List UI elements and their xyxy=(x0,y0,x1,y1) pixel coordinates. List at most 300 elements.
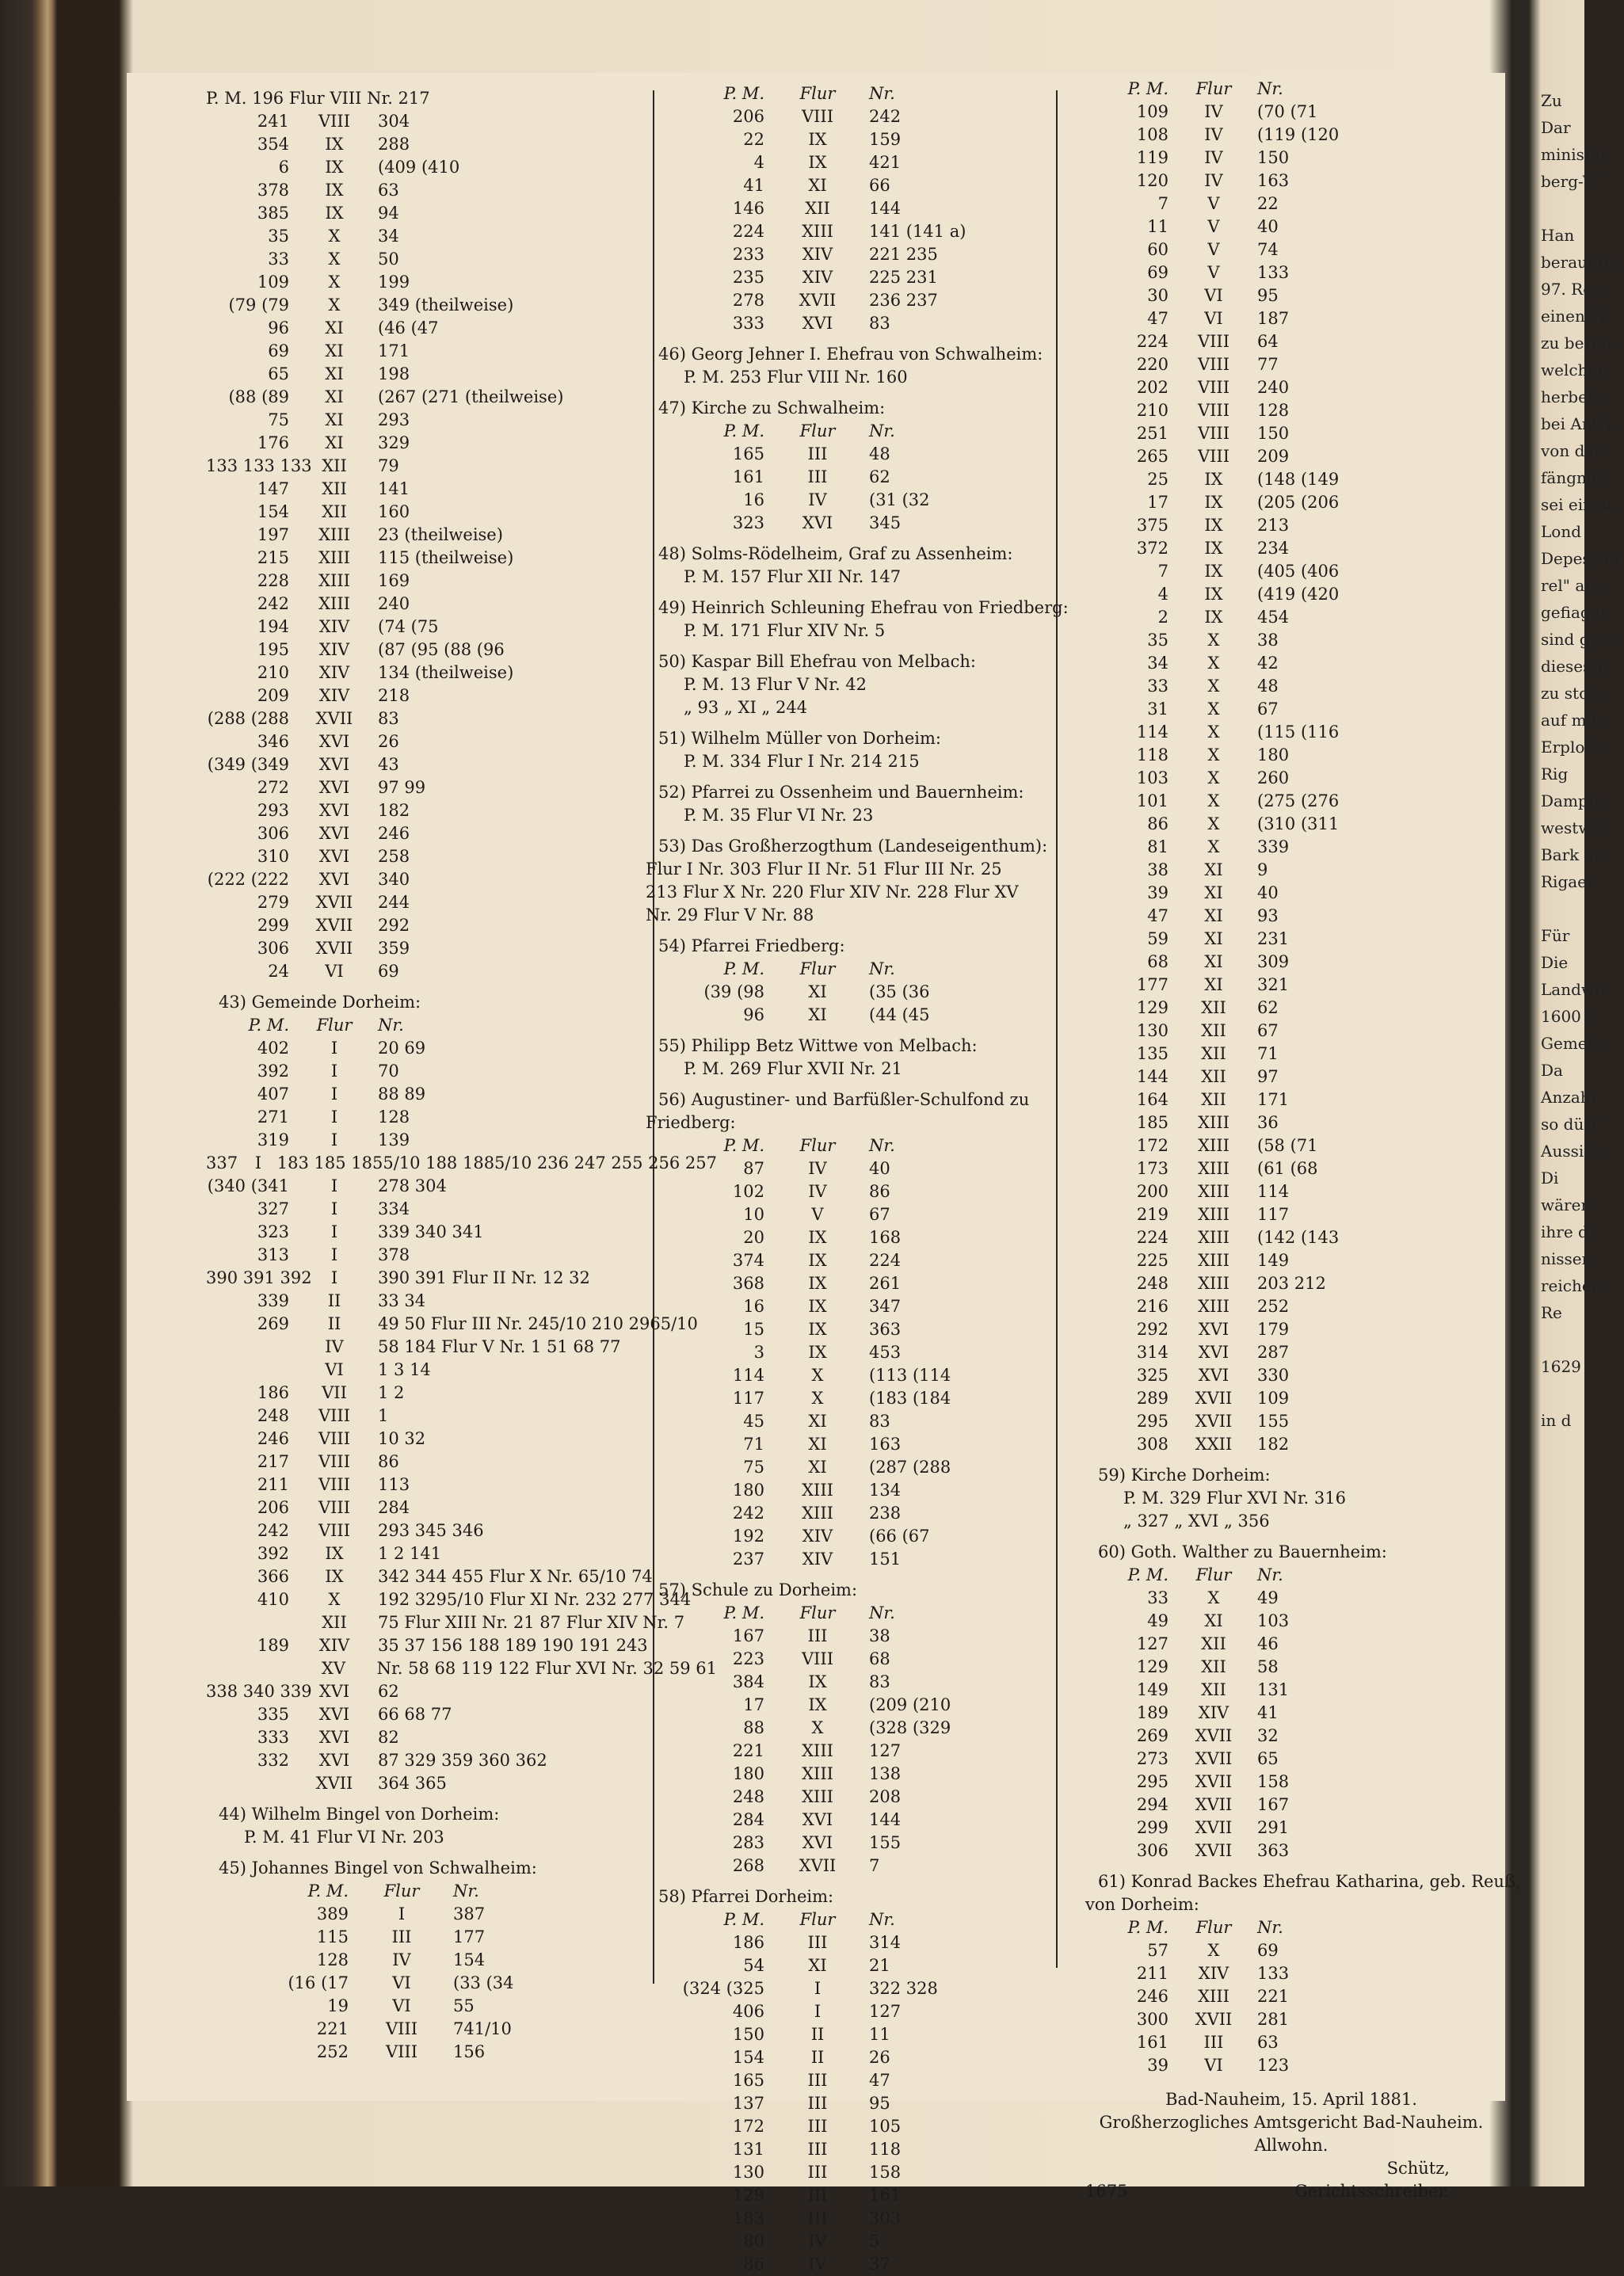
parcel-number: 221 xyxy=(1257,1987,1290,2006)
plan-number: 308 xyxy=(1136,1435,1168,1454)
plan-number: 402 xyxy=(257,1039,289,1058)
flur: XVI xyxy=(1198,1343,1229,1362)
table-row xyxy=(206,868,717,891)
table-header xyxy=(1085,78,1497,101)
flur: IX xyxy=(325,204,344,223)
table-row xyxy=(1085,491,1497,514)
parcel-number: 182 xyxy=(378,801,410,820)
plan-number: 60 xyxy=(1147,240,1168,259)
table-row xyxy=(206,2018,717,2041)
plan-number: P. M. xyxy=(1127,79,1168,98)
parcel-line: 213 Flur X Nr. 220 Flur XIV Nr. 228 Flur XV xyxy=(646,883,1019,902)
notice-number: 1675 xyxy=(1085,2182,1128,2201)
table-row xyxy=(206,1313,717,1336)
flur: X xyxy=(328,250,341,269)
parcel-number: 103 xyxy=(1257,1611,1290,1630)
plan-number: 34 xyxy=(1147,654,1168,673)
flur: XIII xyxy=(802,1481,833,1500)
flur: IX xyxy=(808,1320,827,1339)
parcel-number: (287 (288 xyxy=(869,1458,951,1477)
parcel-number: 1 2 141 xyxy=(378,1544,442,1563)
flur: XII xyxy=(805,199,830,218)
parcel-number: 1 2 xyxy=(378,1383,405,1402)
plan-number: 283 xyxy=(732,1833,764,1852)
plan-number: P. M. xyxy=(723,1603,764,1622)
section-heading: 49) Heinrich Schleuning Ehefrau von Friedberg: xyxy=(658,598,1069,617)
table-row xyxy=(1085,1410,1497,1433)
flur: III xyxy=(807,2209,828,2228)
flur: XVI xyxy=(318,1682,350,1701)
plan-number: 333 xyxy=(257,1728,289,1747)
parcel-number: 42 xyxy=(1257,654,1279,673)
flur: VIII xyxy=(318,1452,351,1471)
table-row xyxy=(206,363,717,386)
flur: XI xyxy=(1204,929,1223,948)
table-row xyxy=(206,616,717,639)
plan-number: (79 (79 xyxy=(228,295,289,315)
parcel-number: 161 xyxy=(869,2186,902,2205)
parcel-number: (405 (406 xyxy=(1257,562,1340,581)
plan-number: 131 xyxy=(732,2140,764,2159)
table-row xyxy=(1085,124,1497,147)
parcel-number: 7 xyxy=(869,1856,880,1875)
parcel-number: (66 (67 xyxy=(869,1527,930,1546)
plan-number: 314 xyxy=(1136,1343,1168,1362)
table-row xyxy=(1085,882,1497,905)
plan-number: 47 xyxy=(1147,906,1168,925)
flur: VI xyxy=(392,1973,411,1992)
plan-number: 219 xyxy=(1136,1205,1168,1224)
plan-number: 368 xyxy=(732,1274,764,1293)
plan-number: 313 xyxy=(257,1245,289,1264)
edge-text-fragment xyxy=(1541,1380,1584,1407)
plan-number: 384 xyxy=(732,1672,764,1691)
parcel-number: 22 xyxy=(1257,194,1279,213)
section-heading-cont: von Dorheim: xyxy=(1085,1895,1199,1914)
plan-number: 130 xyxy=(732,2163,764,2182)
flur: XI xyxy=(325,410,344,429)
table-row xyxy=(1085,147,1497,170)
parcel-number: 180 xyxy=(1257,745,1290,764)
flur: XVII xyxy=(1195,1772,1233,1791)
edge-text-fragment: Lond xyxy=(1541,522,1582,541)
parcel-number: 208 xyxy=(869,1787,902,1806)
flur: XIII xyxy=(1198,1228,1229,1247)
table-row xyxy=(206,386,717,409)
parcel-number: 70 xyxy=(378,1062,399,1081)
plan-number: 4 xyxy=(753,153,764,172)
plan-number: 129 xyxy=(732,2186,764,2205)
parcel-number: 83 xyxy=(378,709,399,728)
edge-text-fragment: ihre d xyxy=(1541,1222,1588,1241)
plan-number: 45 xyxy=(743,1412,764,1431)
plan-number: 221 xyxy=(316,2019,349,2038)
flur: III xyxy=(391,1927,412,1946)
flur: XI xyxy=(1204,952,1223,971)
table-row xyxy=(206,340,717,363)
table-row xyxy=(1085,537,1497,560)
parcel-number: 154 xyxy=(453,1950,486,1969)
plan-number: 284 xyxy=(732,1810,764,1829)
plan-number: 80 xyxy=(743,2232,764,2251)
edge-text-fragment: Di xyxy=(1541,1168,1559,1188)
table-row xyxy=(206,1014,717,1037)
plan-number: 294 xyxy=(1136,1795,1168,1814)
plan-number: 173 xyxy=(1136,1159,1168,1178)
flur: XIV xyxy=(318,663,350,682)
plan-number: 22 xyxy=(743,130,764,149)
parcel-number: 71 xyxy=(1257,1044,1279,1063)
flur: I xyxy=(814,1979,822,1998)
flur: I xyxy=(330,1085,338,1104)
plan-number: 233 xyxy=(732,245,764,264)
parcel-number: 378 xyxy=(378,1245,410,1264)
parcel-number: 66 68 77 xyxy=(378,1705,452,1724)
edge-text-fragment: gefiagen xyxy=(1541,603,1611,622)
plan-number: 101 xyxy=(1136,791,1168,810)
flur: Flur xyxy=(316,1016,353,1035)
table-row xyxy=(1085,514,1497,537)
plan-number: 88 xyxy=(743,1718,764,1737)
plan-number: 7 xyxy=(1157,562,1168,581)
parcel-number: 342 344 455 Flur X Nr. 65/10 74 xyxy=(378,1567,653,1586)
parcel-number: 236 237 xyxy=(869,291,938,310)
parcel-number: 168 xyxy=(869,1228,902,1247)
plan-number: 86 xyxy=(743,2255,764,2274)
flur: IV xyxy=(1204,102,1223,121)
table-row xyxy=(206,1106,717,1129)
parcel-line: Flur I Nr. 303 Flur II Nr. 51 Flur III Nr. 25 xyxy=(646,860,1002,879)
flur: II xyxy=(810,2025,825,2044)
parcel-number: 167 xyxy=(1257,1795,1290,1814)
parcel-number: 48 xyxy=(1257,677,1279,696)
parcel-number: 199 xyxy=(378,273,410,292)
parcel-number: 5 xyxy=(869,2232,880,2251)
flur: XII xyxy=(1201,1067,1226,1086)
table-row xyxy=(1085,629,1497,652)
flur: VII xyxy=(322,1383,347,1402)
table-row xyxy=(206,1152,717,1175)
parcel-number: 62 xyxy=(869,467,890,486)
plan-number: P. M. xyxy=(723,84,764,103)
plan-number: 24 xyxy=(268,962,289,981)
parcel-number: 304 xyxy=(378,112,410,131)
plan-number: (349 (349 xyxy=(207,755,289,774)
plan-number: 325 xyxy=(1136,1366,1168,1385)
adjacent-page-edge xyxy=(1541,87,1624,2068)
table-row xyxy=(1085,974,1497,997)
plan-number: 299 xyxy=(1136,1818,1168,1837)
table-row xyxy=(1085,698,1497,721)
plan-number: 69 xyxy=(268,341,289,360)
flur: XII xyxy=(322,479,347,498)
plan-number: P. M. xyxy=(723,959,764,978)
plan-number: 164 xyxy=(1136,1090,1168,1109)
flur: VI xyxy=(325,1360,344,1379)
flur: XVII xyxy=(315,893,353,912)
parcel-number: Nr. xyxy=(869,1603,895,1622)
flur: X xyxy=(1207,654,1220,673)
table-row xyxy=(1085,1702,1497,1725)
parcel-number: 238 xyxy=(869,1504,902,1523)
column-left xyxy=(206,87,717,2064)
flur: XIII xyxy=(1198,1159,1229,1178)
plan-number: 224 xyxy=(1136,332,1168,351)
plan-number: 96 xyxy=(743,1005,764,1024)
table-row xyxy=(1085,1587,1497,1610)
parcel-number: 141 (141 a) xyxy=(869,222,966,241)
parcel-number: 62 xyxy=(1257,998,1279,1017)
flur: Flur xyxy=(1195,79,1232,98)
parcel-number: 38 xyxy=(869,1626,890,1645)
table-row xyxy=(206,432,717,455)
edge-text-fragment: rel" am xyxy=(1541,576,1600,595)
table-row xyxy=(1085,1249,1497,1272)
table-row xyxy=(1085,330,1497,353)
parcel-number: 67 xyxy=(1257,700,1279,719)
table-row xyxy=(1085,2008,1497,2031)
plan-number: 33 xyxy=(1147,1588,1168,1607)
parcel-number: 109 xyxy=(1257,1389,1290,1408)
table-row xyxy=(206,937,717,960)
table-row xyxy=(1085,1364,1497,1387)
edge-text-fragment: fängniß xyxy=(1541,468,1603,487)
plan-number: 323 xyxy=(732,513,764,532)
parcel-number: 97 xyxy=(1257,1067,1279,1086)
parcel-number: 390 391 Flur II Nr. 12 32 xyxy=(378,1268,590,1287)
parcel-number: Nr. 58 68 119 122 Flur XVI Nr. 32 59 61 xyxy=(376,1659,717,1678)
table-row xyxy=(206,891,717,914)
flur: XIII xyxy=(802,1787,833,1806)
flur: XI xyxy=(808,982,827,1001)
parcel-number: 291 xyxy=(1257,1818,1290,1837)
flur: XVII xyxy=(1195,1389,1233,1408)
parcel-number: 213 xyxy=(1257,516,1290,535)
plan-number: 390 391 392 xyxy=(206,1268,312,1287)
flur: XI xyxy=(325,341,344,360)
parcel-number: 345 xyxy=(869,513,902,532)
plan-number: 103 xyxy=(1136,768,1168,787)
plan-number: 332 xyxy=(257,1751,289,1770)
table-row xyxy=(1085,744,1497,767)
plan-number: 273 xyxy=(1136,1749,1168,1768)
flur: IX xyxy=(1204,470,1223,489)
section-heading: 55) Philipp Betz Wittwe von Melbach: xyxy=(658,1036,978,1055)
flur: XVII xyxy=(315,939,353,958)
plan-number: 323 xyxy=(257,1222,289,1241)
table-row xyxy=(1085,1962,1497,1985)
parcel-number: 171 xyxy=(378,341,410,360)
table-row xyxy=(1085,1656,1497,1679)
plan-number: 289 xyxy=(1136,1389,1168,1408)
flur: VIII xyxy=(385,2019,418,2038)
edge-text-fragment: beraubten xyxy=(1541,253,1624,272)
flur: IX xyxy=(808,1274,827,1293)
parcel-number: 322 328 xyxy=(869,1979,938,1998)
plan-number: 335 xyxy=(257,1705,289,1724)
parcel-number: 330 xyxy=(1257,1366,1290,1385)
parcel-number: 198 xyxy=(378,364,410,383)
parcel-number: 83 xyxy=(869,1412,890,1431)
parcel-number: 363 xyxy=(869,1320,902,1339)
plan-number: 15 xyxy=(743,1320,764,1339)
plan-number: 81 xyxy=(1147,837,1168,856)
parcel-number: 340 xyxy=(378,870,410,889)
flur: I xyxy=(330,1062,338,1081)
flur: XVII xyxy=(1195,2010,1233,2029)
parcel-number: 231 xyxy=(1257,929,1290,948)
flur: I xyxy=(814,2002,822,2021)
table-row xyxy=(206,914,717,937)
table-row xyxy=(206,1382,717,1405)
parcel-number: 134 xyxy=(869,1481,902,1500)
flur: XII xyxy=(322,456,347,475)
plan-number: 128 xyxy=(316,1950,349,1969)
table-row xyxy=(1085,307,1497,330)
parcel-number: 67 xyxy=(869,1205,890,1224)
parcel-number: 113 xyxy=(378,1475,410,1494)
parcel-number: 1 3 14 xyxy=(378,1360,431,1379)
flur: XI xyxy=(808,1435,827,1454)
parcel-number: 179 xyxy=(1257,1320,1290,1339)
plan-number: P. M. xyxy=(723,421,764,440)
plan-number: 177 xyxy=(1136,975,1168,994)
plan-number: 268 xyxy=(732,1856,764,1875)
table-row xyxy=(206,1565,717,1588)
table-row xyxy=(206,1451,717,1473)
parcel-number: 293 345 346 xyxy=(378,1521,484,1540)
table-row xyxy=(206,753,717,776)
section-heading: 46) Georg Jehner I. Ehefrau von Schwalheim: xyxy=(658,345,1043,364)
plan-number: 375 xyxy=(1136,516,1168,535)
parcel-number: 150 xyxy=(1257,148,1290,167)
table-row xyxy=(1085,1020,1497,1043)
table-row xyxy=(206,1634,717,1657)
parcel-number: 50 xyxy=(378,250,399,269)
judge-name: Allwohn. xyxy=(1254,2136,1329,2155)
parcel-line: P. M. 196 Flur VIII Nr. 217 xyxy=(206,89,430,108)
plan-number: 129 xyxy=(1136,1657,1168,1676)
edge-text-fragment: wären xyxy=(1541,1195,1592,1214)
plan-number: 354 xyxy=(257,135,289,154)
plan-number: 220 xyxy=(1136,355,1168,374)
plan-number: P. M. xyxy=(248,1016,289,1035)
section-heading: 43) Gemeinde Dorheim: xyxy=(219,993,421,1012)
flur: X xyxy=(1207,791,1220,810)
table-row xyxy=(206,1267,717,1290)
flur: X xyxy=(328,227,341,246)
parcel-number: 10 32 xyxy=(378,1429,426,1448)
plan-number: 248 xyxy=(732,1787,764,1806)
parcel-number: 281 xyxy=(1257,2010,1290,2029)
parcel-number: 48 xyxy=(869,444,890,463)
table-row xyxy=(1085,1748,1497,1771)
table-row xyxy=(206,1726,717,1749)
parcel-number: 26 xyxy=(869,2048,890,2067)
parcel-number: 32 xyxy=(1257,1726,1279,1745)
flur: XIV xyxy=(802,245,833,264)
flur: III xyxy=(807,1933,828,1952)
plan-number: 248 xyxy=(1136,1274,1168,1293)
plan-number: 221 xyxy=(732,1741,764,1760)
plan-number: 246 xyxy=(1136,1987,1168,2006)
plan-number: 172 xyxy=(1136,1136,1168,1155)
flur: VI xyxy=(325,962,344,981)
flur: XIII xyxy=(318,548,350,567)
parcel-list xyxy=(206,1903,717,2064)
plan-number: 217 xyxy=(257,1452,289,1471)
flur: XVI xyxy=(1198,1366,1229,1385)
parcel-number: Nr. xyxy=(869,1910,895,1929)
parcel-number: 287 xyxy=(1257,1343,1290,1362)
table-row xyxy=(206,1611,717,1634)
table-row xyxy=(206,661,717,684)
flur: XVII xyxy=(799,291,837,310)
flur: I xyxy=(330,1130,338,1149)
flur: Flur xyxy=(799,84,836,103)
plan-number: 165 xyxy=(732,2071,764,2090)
table-row xyxy=(1085,859,1497,882)
flur: Flur xyxy=(1195,1565,1232,1584)
flur: XVII xyxy=(1195,1841,1233,1860)
parcel-number: (58 (71 xyxy=(1257,1136,1318,1155)
flur: XIV xyxy=(318,1636,350,1655)
flur: IX xyxy=(1204,516,1223,535)
section-heading: 58) Pfarrei Dorheim: xyxy=(658,1887,834,1906)
parcel-line: P. M. 157 Flur XII Nr. 147 xyxy=(684,567,902,586)
flur: XII xyxy=(1201,1657,1226,1676)
table-row xyxy=(1085,1679,1497,1702)
flur: II xyxy=(327,1314,341,1333)
table-row xyxy=(1085,1564,1497,1587)
parcel-number: 65 xyxy=(1257,1749,1279,1768)
flur: XIV xyxy=(802,1550,833,1569)
plan-number: 200 xyxy=(1136,1182,1168,1201)
plan-number: 16 xyxy=(743,490,764,509)
parcel-line: P. M. 35 Flur VI Nr. 23 xyxy=(684,806,874,825)
parcel-line: P. M. 329 Flur XVI Nr. 316 xyxy=(1123,1489,1346,1508)
plan-number: 87 xyxy=(743,1159,764,1178)
plan-number: 17 xyxy=(1147,493,1168,512)
flur: III xyxy=(807,2163,828,2182)
plan-number: 146 xyxy=(732,199,764,218)
table-row xyxy=(206,1496,717,1519)
plan-number: 210 xyxy=(257,663,289,682)
table-row xyxy=(1085,836,1497,859)
parcel-number: 151 xyxy=(869,1550,902,1569)
parcel-number: 240 xyxy=(378,594,410,613)
flur: IX xyxy=(808,1251,827,1270)
plan-number: P. M. xyxy=(723,1136,764,1155)
plan-number: 183 xyxy=(732,2209,764,2228)
table-row xyxy=(206,1903,717,1926)
table-row xyxy=(206,1405,717,1428)
plan-number: 242 xyxy=(257,594,289,613)
plan-number: (39 (98 xyxy=(703,982,764,1001)
flur: X xyxy=(1207,768,1220,787)
flur: XI xyxy=(1204,883,1223,902)
parcel-number: 144 xyxy=(869,199,902,218)
flur: IX xyxy=(325,1544,344,1563)
parcel-number: 359 xyxy=(378,939,410,958)
table-row xyxy=(1085,1088,1497,1111)
table-row xyxy=(1085,170,1497,193)
edge-text-fragment: zu stoße xyxy=(1541,684,1609,703)
flur: XVII xyxy=(315,709,353,728)
parcel-number: 177 xyxy=(453,1927,486,1946)
table-row xyxy=(206,202,717,225)
plan-number: 119 xyxy=(1136,148,1168,167)
